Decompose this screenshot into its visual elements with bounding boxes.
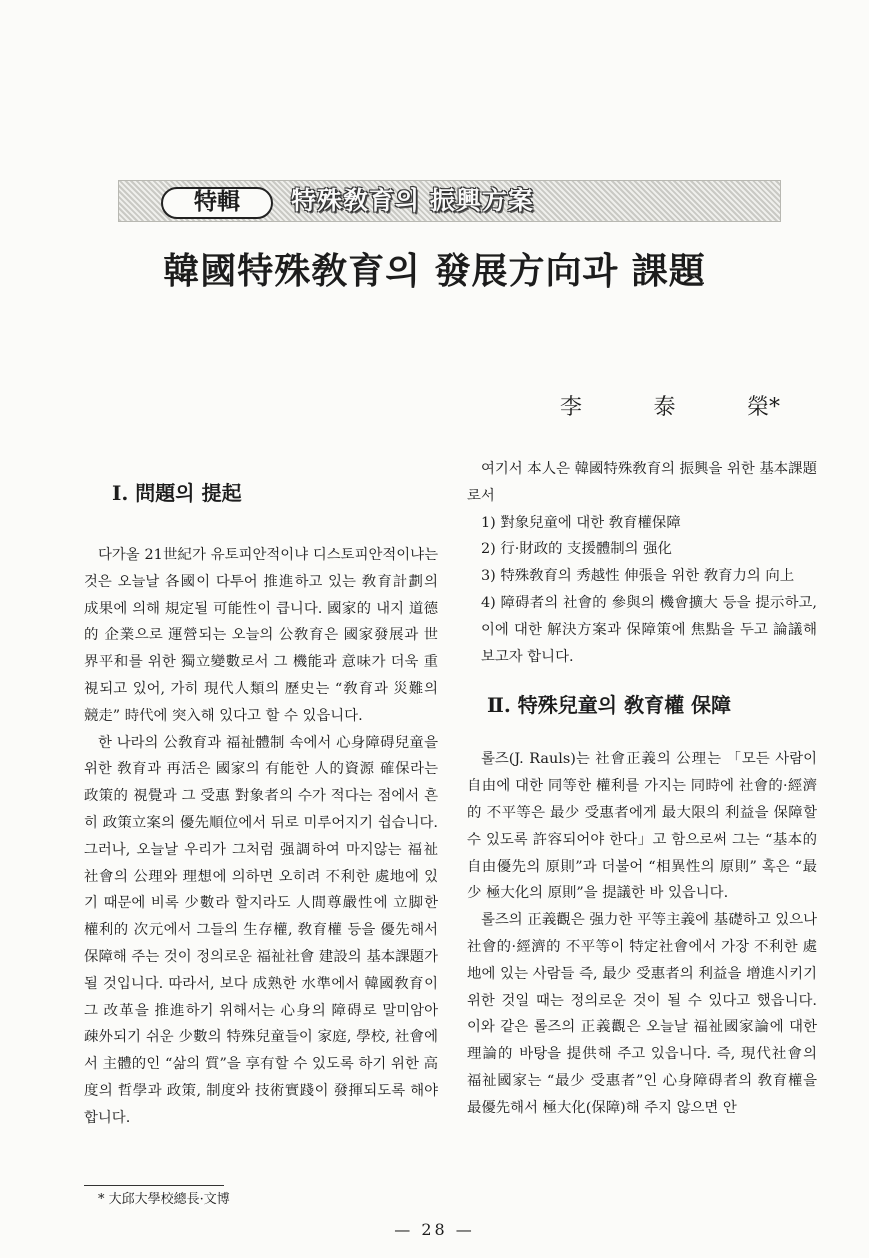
paragraph: 여기서 本人은 韓國特殊敎育의 振興을 위한 基本課題로서 [467, 461, 817, 504]
author-char-2: 泰 [653, 395, 676, 420]
author-char-1: 李 [560, 395, 583, 420]
section-1-heading: Ⅰ. 問題의 提起 [112, 481, 242, 505]
list-item: 3) 特殊敎育의 秀越性 伸張을 위한 敎育力의 向上 [481, 568, 795, 585]
paragraph: 롤즈(J. Rauls)는 社會正義의 公理는 「모든 사람이 自由에 대한 同等한 權利를 가지는 同時에 社會的·經濟的 不平等은 最少 受惠者에게 最大限의 利益을 保障할 수 있도록 許容되어야 한다」고 함으로써 그는 “基本的 自由優先의 原則”과 더불어 “相異性의 原則” 혹은 “最少 極大化의 原則”을 提議한 바 있읍니다. [467, 751, 817, 902]
left-column [84, 478, 438, 1132]
banner-title: 特殊敎育의 振興方案 [291, 186, 534, 215]
section-2-heading: Ⅱ. 特殊兒童의 敎育權 保障 [487, 693, 732, 718]
article-title: 韓國特殊敎育의 發展方向과 課題 [163, 250, 706, 292]
footnote: * 大邱大學校總長·文博 [98, 1192, 230, 1207]
footnote-rule [84, 1185, 224, 1186]
list-item: 4) 障碍者의 社會的 參與의 機會擴大 등을 提示하고, 이에 대한 解決方案과 保障策에 焦點을 두고 論議해 보고자 합니다. [481, 594, 817, 665]
list-item: 2) 行·財政的 支援體制의 强化 [481, 541, 672, 558]
list-item: 1) 對象兒童에 대한 敎育權保障 [481, 514, 681, 531]
paragraph: 다가올 21世紀가 유토피안적이냐 디스토피안적이냐는 것은 오늘날 各國이 다투어 推進하고 있는 敎育計劃의 成果에 의해 規定될 可能性이 큽니다. 國家的 내지 道德的 企業으로 運營되는 오늘의 公敎育은 國家發展과 世界平和를 위한 獨立變數로서 그 機能과 意味가 더욱 重視되고 있어, 가히 現代人類의 歷史는 “敎育과 災難의 競走” 時代에 突入해 있다고 할 수 있읍니다. [84, 547, 438, 724]
paragraph: 롤즈의 正義觀은 强力한 平等主義에 基礎하고 있으나 社會的·經濟的 不平等이 特定社會에서 가장 不利한 處地에 있는 사람들 즉, 最少 受惠者의 利益을 增進시키기 위한 것일 때는 정의로운 것이 될 수 있다고 했읍니다. 이와 같은 롤즈의 正義觀은 오늘날 福祉國家論에 대한 理論的 바탕을 提供해 주고 있읍니다. 즉, 現代社會의 福祉國家는 “最少 受惠者”인 心身障碍者의 敎育權을 最優先해서 極大化(保障)해 주지 않으면 안 [467, 912, 817, 1116]
author-char-3: 榮* [746, 395, 780, 420]
page-number: — 28 — [394, 1220, 475, 1239]
paragraph: 한 나라의 公敎育과 福祉體制 속에서 心身障碍兒童을 위한 敎育과 再活은 國家의 有能한 人的資源 確保라는 政策的 視覺과 그 受惠 對象者의 수가 적다는 점에서 흔히 政策立案의 優先順位에서 뒤로 미루어지기 쉽습니다. 그러나, 오늘날 우리가 그처럼 强調하여 마지않는 福祉社會의 公理와 理想에 의하면 오히려 不利한 處地에 있기 때문에 비록 少數라 할지라도 人間尊嚴性에 立脚한 權利的 次元에서 그들의 生存權, 敎育權 등을 優先해서 保障해 주는 것이 정의로운 福祉社會 建設의 基本課題가 될 것입니다. 따라서, 보다 成熟한 水準에서 韓國敎育이 그 改革을 推進하기 위해서는 心身의 障碍로 말미암아 疎外되기 쉬운 少數의 特殊兒童들이 家庭, 學校, 社會에서 主體的인 “삶의 質”을 享有할 수 있도록 하기 위한 高度의 哲學과 政策, 制度와 技術實踐이 發揮되도록 해야 합니다. [84, 734, 438, 1126]
right-column [467, 456, 817, 1122]
special-issue-banner [118, 180, 781, 222]
special-issue-badge: 特輯 [161, 187, 273, 219]
author-name [560, 393, 780, 423]
